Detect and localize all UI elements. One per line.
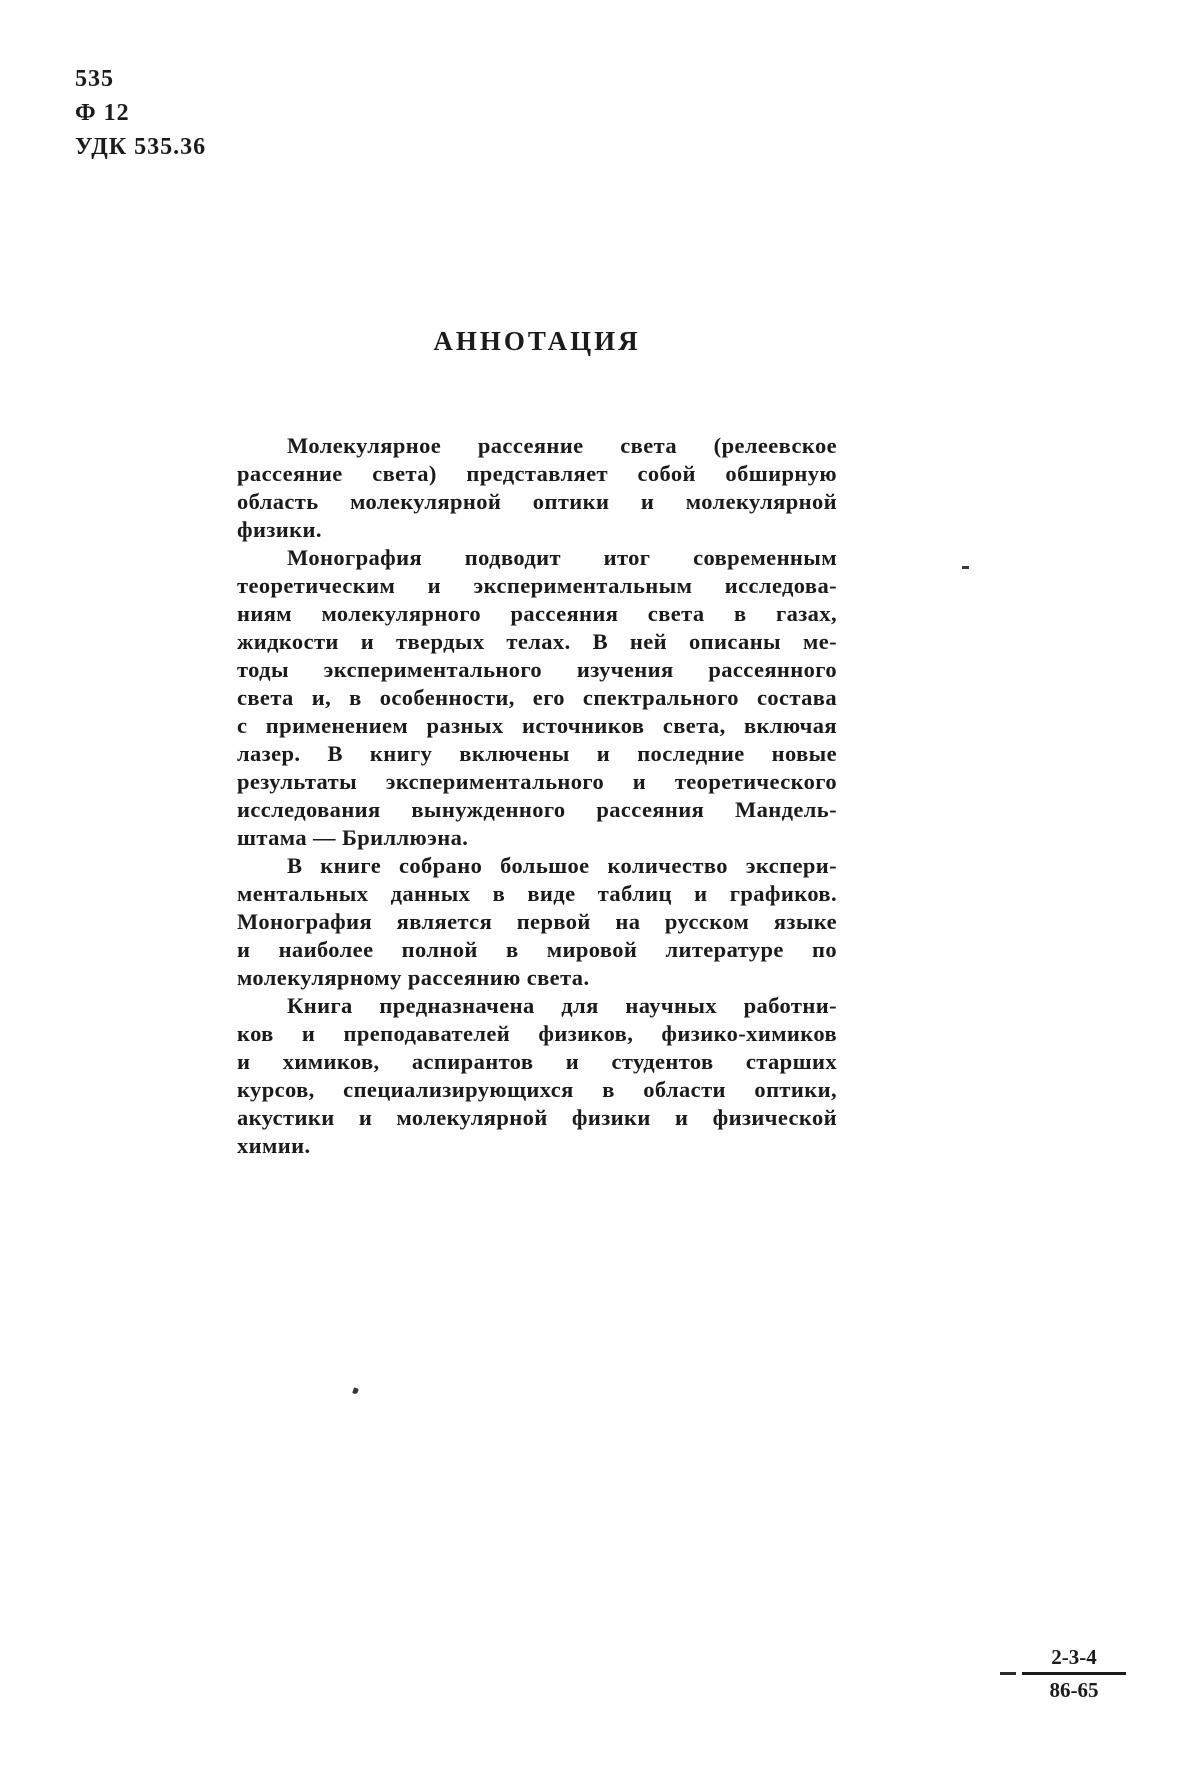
text-line: молекулярному рассеянию света. [237, 965, 590, 990]
text-line: Монография является первой на русском языке [237, 909, 837, 934]
text-line: тоды экспериментального изучения рассеянного [237, 657, 837, 682]
text-line: ниям молекулярного рассеяния света в газах, [237, 601, 837, 626]
text-line: жидкости и твердых телах. В ней описаны ме- [237, 629, 837, 654]
text-line: и химиков, аспирантов и студентов старших [237, 1049, 837, 1074]
udk-code: УДК 535.36 [75, 134, 207, 160]
scan-speck [962, 566, 969, 569]
annotation-text-column [237, 432, 837, 1160]
text-line: Молекулярное рассеяние света (релеевское [287, 433, 837, 458]
imprint-denominator: 86-65 [1049, 1678, 1099, 1702]
text-line: Монография подводит итог современным [287, 545, 837, 570]
catalog-codes [75, 62, 206, 164]
text-line: и наиболее полной в мировой литературе по [237, 937, 837, 962]
text-line: область молекулярной оптики и молекулярной [237, 489, 837, 514]
text-line: теоретическим и экспериментальным исследова- [237, 573, 837, 598]
print-order-code [1026, 1644, 1122, 1703]
text-line: акустики и молекулярной физики и физической [237, 1105, 837, 1130]
text-line: физики. [237, 517, 322, 542]
text-line: ков и преподавателей физиков, физико-химиков [237, 1021, 837, 1046]
text-line: Книга предназначена для научных работни- [287, 993, 837, 1018]
text-line: света и, в особенности, его спектрального состава [237, 685, 837, 710]
text-line: ментальных данных в виде таблиц и графиков. [237, 881, 837, 906]
fraction-rule [1022, 1672, 1126, 1675]
scan-speck [352, 1387, 359, 1394]
classification-number: 535 [75, 66, 114, 92]
text-line: химии. [237, 1133, 311, 1158]
text-line: исследования вынужденного рассеяния Мандель- [237, 797, 837, 822]
text-line: с применением разных источников света, включая [237, 713, 837, 738]
text-line: результаты экспериментального и теоретического [237, 769, 837, 794]
text-line: лазер. В книгу включены и последние новые [237, 741, 837, 766]
author-sign: Ф 12 [75, 100, 130, 126]
text-line: В книге собрано большое количество экспери- [287, 853, 837, 878]
text-line: рассеяние света) представляет собой обширную [237, 461, 837, 486]
text-line: курсов, специализирующихся в области оптики, [237, 1077, 837, 1102]
text-line: штама — Бриллюэна. [237, 825, 469, 850]
page-title: АННОТАЦИЯ [433, 326, 641, 356]
imprint-numerator: 2-3-4 [1051, 1645, 1097, 1669]
